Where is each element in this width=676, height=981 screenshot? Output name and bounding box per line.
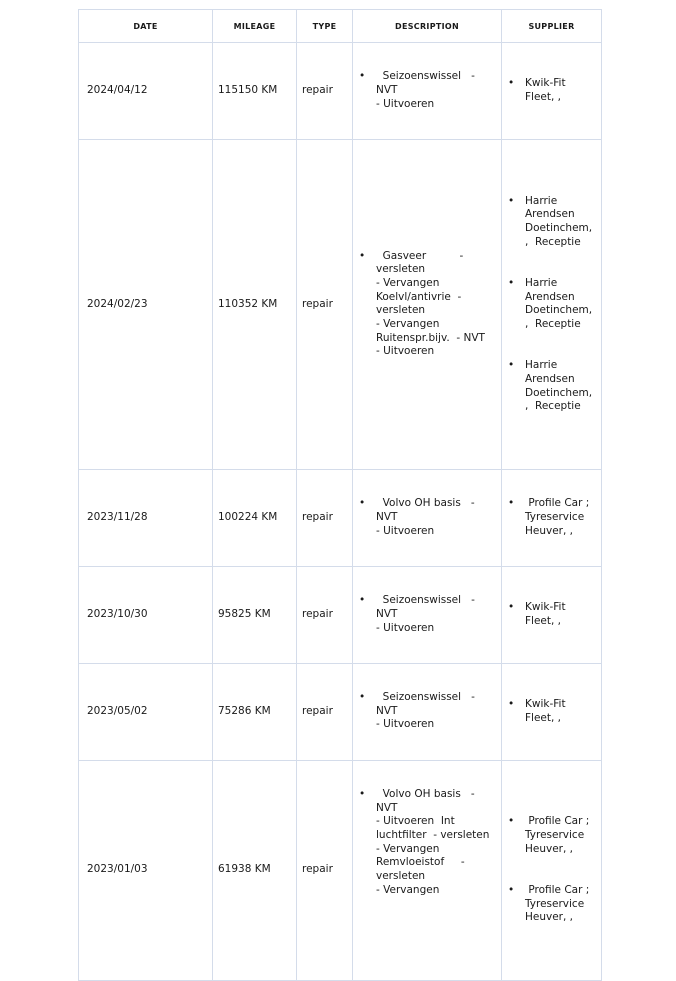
description-item: • Volvo OH basis - NVT - Uitvoeren Int luchtfilter - versleten - Vervangen Remvloeistof - versleten - Vervangen — [353, 788, 501, 898]
description-cell — [353, 663, 502, 760]
supplier-item: • Kwik-Fit Fleet, , — [502, 698, 601, 725]
type-cell: repair — [297, 663, 353, 760]
supplier-cell — [502, 663, 602, 760]
mileage-cell: 100224 KM — [213, 469, 297, 566]
supplier-cell — [502, 760, 602, 980]
header-description: DESCRIPTION — [353, 10, 502, 43]
supplier-item: • Profile Car ; Tyreservice Heuver, , — [502, 815, 601, 856]
table-row — [79, 566, 602, 663]
date-cell: 2024/04/12 — [79, 43, 213, 140]
description-item: • Seizoenswissel - NVT - Uitvoeren — [353, 594, 501, 635]
header-type: TYPE — [297, 10, 353, 43]
date-cell: 2023/11/28 — [79, 469, 213, 566]
supplier-cell — [502, 566, 602, 663]
header-mileage: MILEAGE — [213, 10, 297, 43]
supplier-cell — [502, 469, 602, 566]
description-cell — [353, 139, 502, 469]
description-item: • Seizoenswissel - NVT - Uitvoeren — [353, 70, 501, 111]
table-row — [79, 139, 602, 469]
header-date: DATE — [79, 10, 213, 43]
supplier-item: • Kwik-Fit Fleet, , — [502, 77, 601, 104]
description-cell — [353, 469, 502, 566]
table-row — [79, 760, 602, 980]
mileage-cell: 61938 KM — [213, 760, 297, 980]
date-cell: 2023/01/03 — [79, 760, 213, 980]
mileage-cell: 95825 KM — [213, 566, 297, 663]
table-row — [79, 663, 602, 760]
type-cell: repair — [297, 139, 353, 469]
date-cell: 2024/02/23 — [79, 139, 213, 469]
description-item: • Gasveer - versleten - Vervangen Koelvl/antivrie - versleten - Vervangen Ruitenspr.bijv. - NVT - Uitvoeren — [353, 250, 501, 360]
table-row — [79, 43, 602, 140]
description-cell — [353, 43, 502, 140]
mileage-cell: 75286 KM — [213, 663, 297, 760]
supplier-item: • Profile Car ; Tyreservice Heuver, , — [502, 497, 601, 538]
supplier-item: • Profile Car ; Tyreservice Heuver, , — [502, 884, 601, 925]
table-header-row — [79, 10, 602, 43]
supplier-cell — [502, 43, 602, 140]
description-item: • Volvo OH basis - NVT - Uitvoeren — [353, 497, 501, 538]
description-item: • Seizoenswissel - NVT - Uitvoeren — [353, 691, 501, 732]
date-cell: 2023/05/02 — [79, 663, 213, 760]
type-cell: repair — [297, 760, 353, 980]
table-row — [79, 469, 602, 566]
type-cell: repair — [297, 43, 353, 140]
supplier-cell — [502, 139, 602, 469]
type-cell: repair — [297, 566, 353, 663]
maintenance-history-table — [78, 9, 602, 981]
supplier-item: • Kwik-Fit Fleet, , — [502, 601, 601, 628]
header-supplier: SUPPLIER — [502, 10, 602, 43]
supplier-item: • Harrie Arendsen Doetinchem, , Receptie — [502, 277, 601, 332]
mileage-cell: 110352 KM — [213, 139, 297, 469]
description-cell — [353, 566, 502, 663]
mileage-cell: 115150 KM — [213, 43, 297, 140]
date-cell: 2023/10/30 — [79, 566, 213, 663]
supplier-item: • Harrie Arendsen Doetinchem, , Receptie — [502, 359, 601, 414]
description-cell — [353, 760, 502, 980]
supplier-item: • Harrie Arendsen Doetinchem, , Receptie — [502, 195, 601, 250]
type-cell: repair — [297, 469, 353, 566]
